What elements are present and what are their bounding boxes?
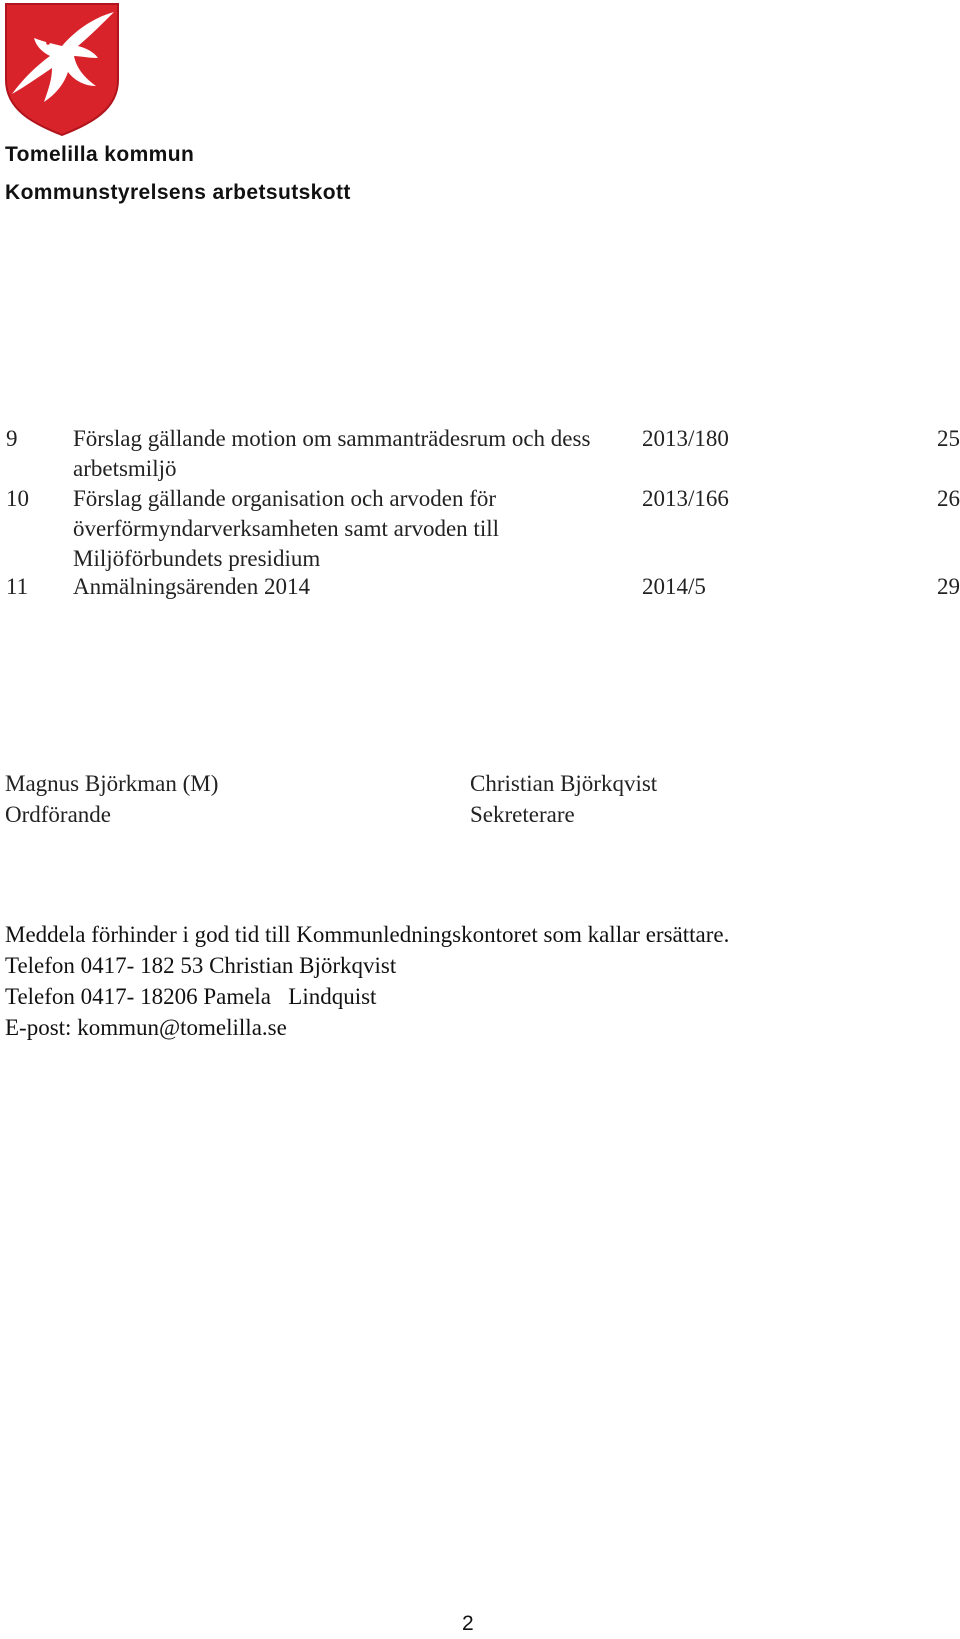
agenda-item-page: 25: [937, 426, 960, 451]
agenda-item-number: 9: [6, 426, 18, 451]
agenda-item-page: 29: [937, 574, 960, 599]
chair-signature-block: [5, 768, 218, 830]
secretary-name: Christian Björkqvist: [470, 771, 658, 796]
contact-notice: [5, 919, 729, 1043]
agenda-item-number: 10: [6, 486, 29, 511]
agenda-item-title: Förslag gällande organisation och arvoden för överförmyndarverksamheten samt arvoden till Miljöförbundets presidium: [73, 486, 499, 571]
agenda-item-case-number: 2014/5: [642, 574, 706, 599]
agenda-list: [0, 424, 960, 602]
organization-name: Tomelilla kommun: [5, 143, 195, 166]
secretary-signature-block: [470, 768, 657, 830]
agenda-item-number: 11: [6, 574, 29, 599]
notice-text: Meddela förhinder i god tid till Kommunledningskontoret som kallar ersättare.: [5, 922, 730, 947]
agenda-item-case-number: 2013/166: [642, 486, 729, 511]
phone-line-1: Telefon 0417- 182 53 Christian Björkqvist: [5, 953, 397, 978]
agenda-item-title: Förslag gällande motion om sammanträdesrum och dess arbetsmiljö: [73, 426, 591, 481]
chair-role: Ordförande: [5, 802, 112, 827]
agenda-item-9: [0, 424, 960, 484]
committee-name: Kommunstyrelsens arbetsutskott: [5, 181, 351, 204]
secretary-role: Sekreterare: [470, 802, 575, 827]
page-number: 2: [462, 1612, 474, 1635]
coat-of-arms-logo: [4, 2, 120, 136]
agenda-item-title: Anmälningsärenden 2014: [73, 574, 310, 599]
agenda-item-11: [0, 572, 960, 602]
red-kite-shield-icon: [4, 2, 120, 136]
agenda-item-case-number: 2013/180: [642, 426, 729, 451]
agenda-item-10: [0, 484, 960, 572]
chair-name: Magnus Björkman (M): [5, 771, 219, 796]
email-line: E-post: kommun@tomelilla.se: [5, 1015, 287, 1040]
phone-line-2: Telefon 0417- 18206 Pamela Lindquist: [5, 984, 377, 1009]
agenda-item-page: 26: [937, 486, 960, 511]
